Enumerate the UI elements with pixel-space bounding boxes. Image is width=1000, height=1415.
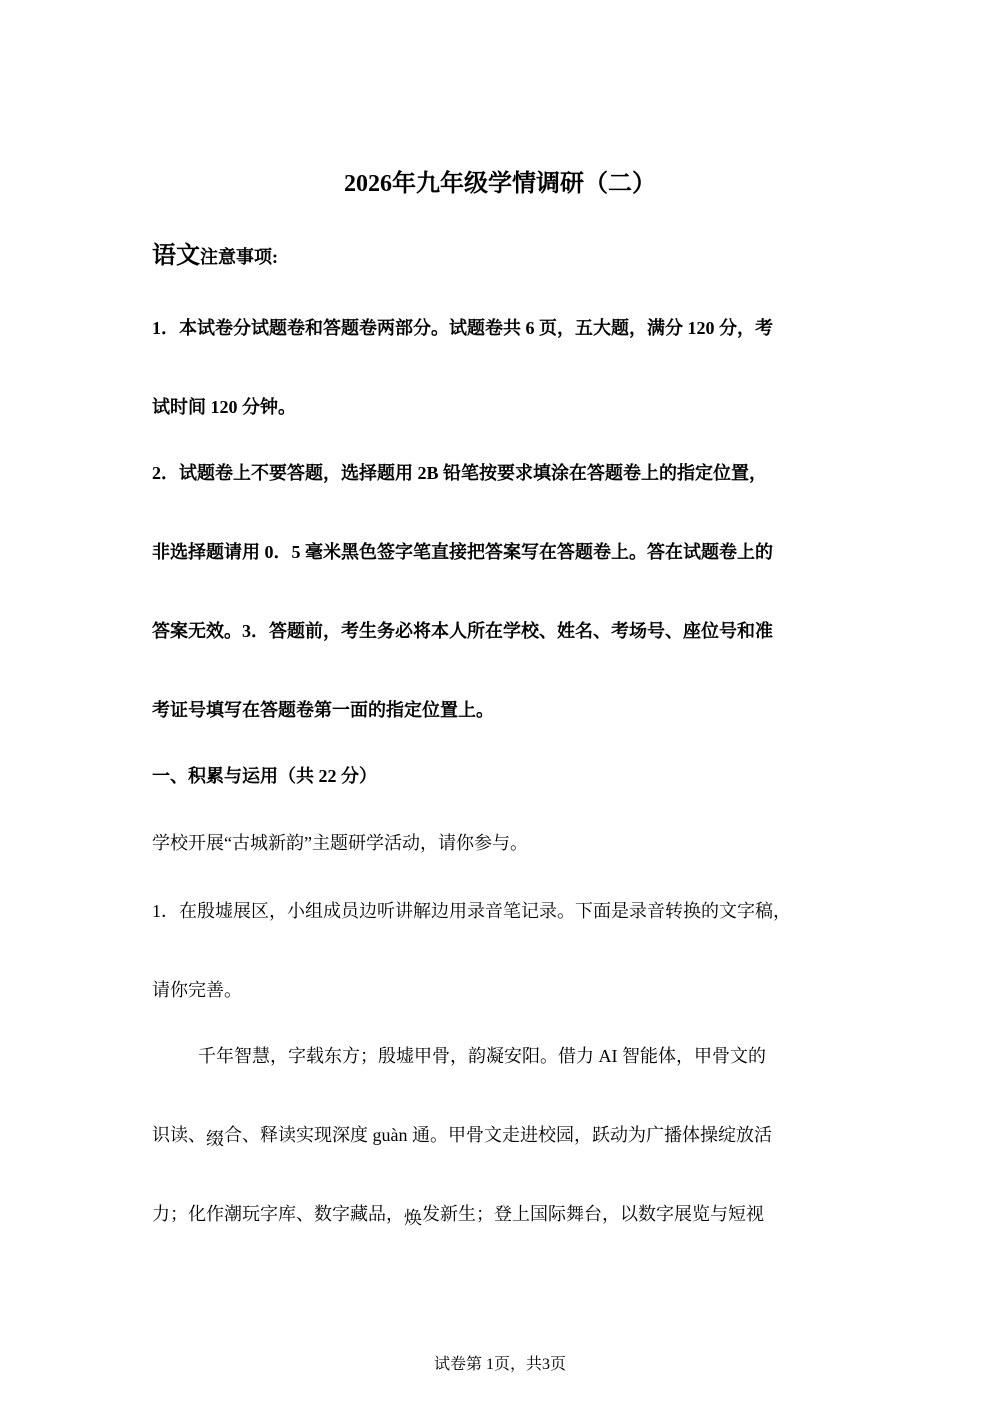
question-line: 1．在殷墟展区，小组成员边听讲解边用录音笔记录。下面是录音转换的文字稿， (152, 901, 791, 921)
page-title: 2026年九年级学情调研（二） (344, 171, 656, 197)
question-line: 请你完善。 (152, 980, 242, 1000)
passage-text: 识读、 (152, 1125, 206, 1145)
notice-line: 答案无效。3．答题前，考生务必将本人所在学校、姓名、考场号、座位号和准 (152, 621, 773, 641)
passage-text: 力；化作潮玩字库、数字藏品， (152, 1204, 404, 1224)
passage-text: 合、释读实现深度 guàn 通。甲骨文走进校园，跃动为广播体操绽放活 (224, 1125, 772, 1145)
section-heading: 一、积累与运用（共 22 分） (152, 766, 377, 786)
target-character: 缀 (206, 1129, 224, 1149)
passage-line: 千年智慧，字载东方；殷墟甲骨，韵凝安阳。借力 AI 智能体，甲骨文的 (198, 1046, 766, 1066)
target-character: 焕 (404, 1208, 422, 1228)
intro-text: 学校开展“古城新韵”主题研学活动，请你参与。 (152, 833, 528, 853)
passage-line (152, 1125, 772, 1149)
notice-line: 非选择题请用 0．5 毫米黑色签字笔直接把答案写在答题卷上。答在试题卷上的 (152, 542, 773, 562)
notice-line: 考证号填写在答题卷第一面的指定位置上。 (152, 700, 494, 720)
passage-line (152, 1204, 764, 1228)
notice-line: 1．本试卷分试题卷和答题卷两部分。试题卷共 6 页，五大题，满分 120 分，考 (152, 318, 773, 338)
notice-line: 2．试题卷上不要答题，选择题用 2B 铅笔按要求填涂在答题卷上的指定位置， (152, 463, 768, 483)
subject-label: 语文 (152, 243, 200, 269)
passage-text: 发新生；登上国际舞台，以数字展览与短视 (422, 1204, 764, 1224)
notice-heading: 注意事项: (200, 247, 278, 267)
notice-line: 试时间 120 分钟。 (152, 397, 296, 417)
notice-header (152, 244, 278, 268)
page-footer: 试卷第 1页，共3页 (433, 1356, 566, 1373)
